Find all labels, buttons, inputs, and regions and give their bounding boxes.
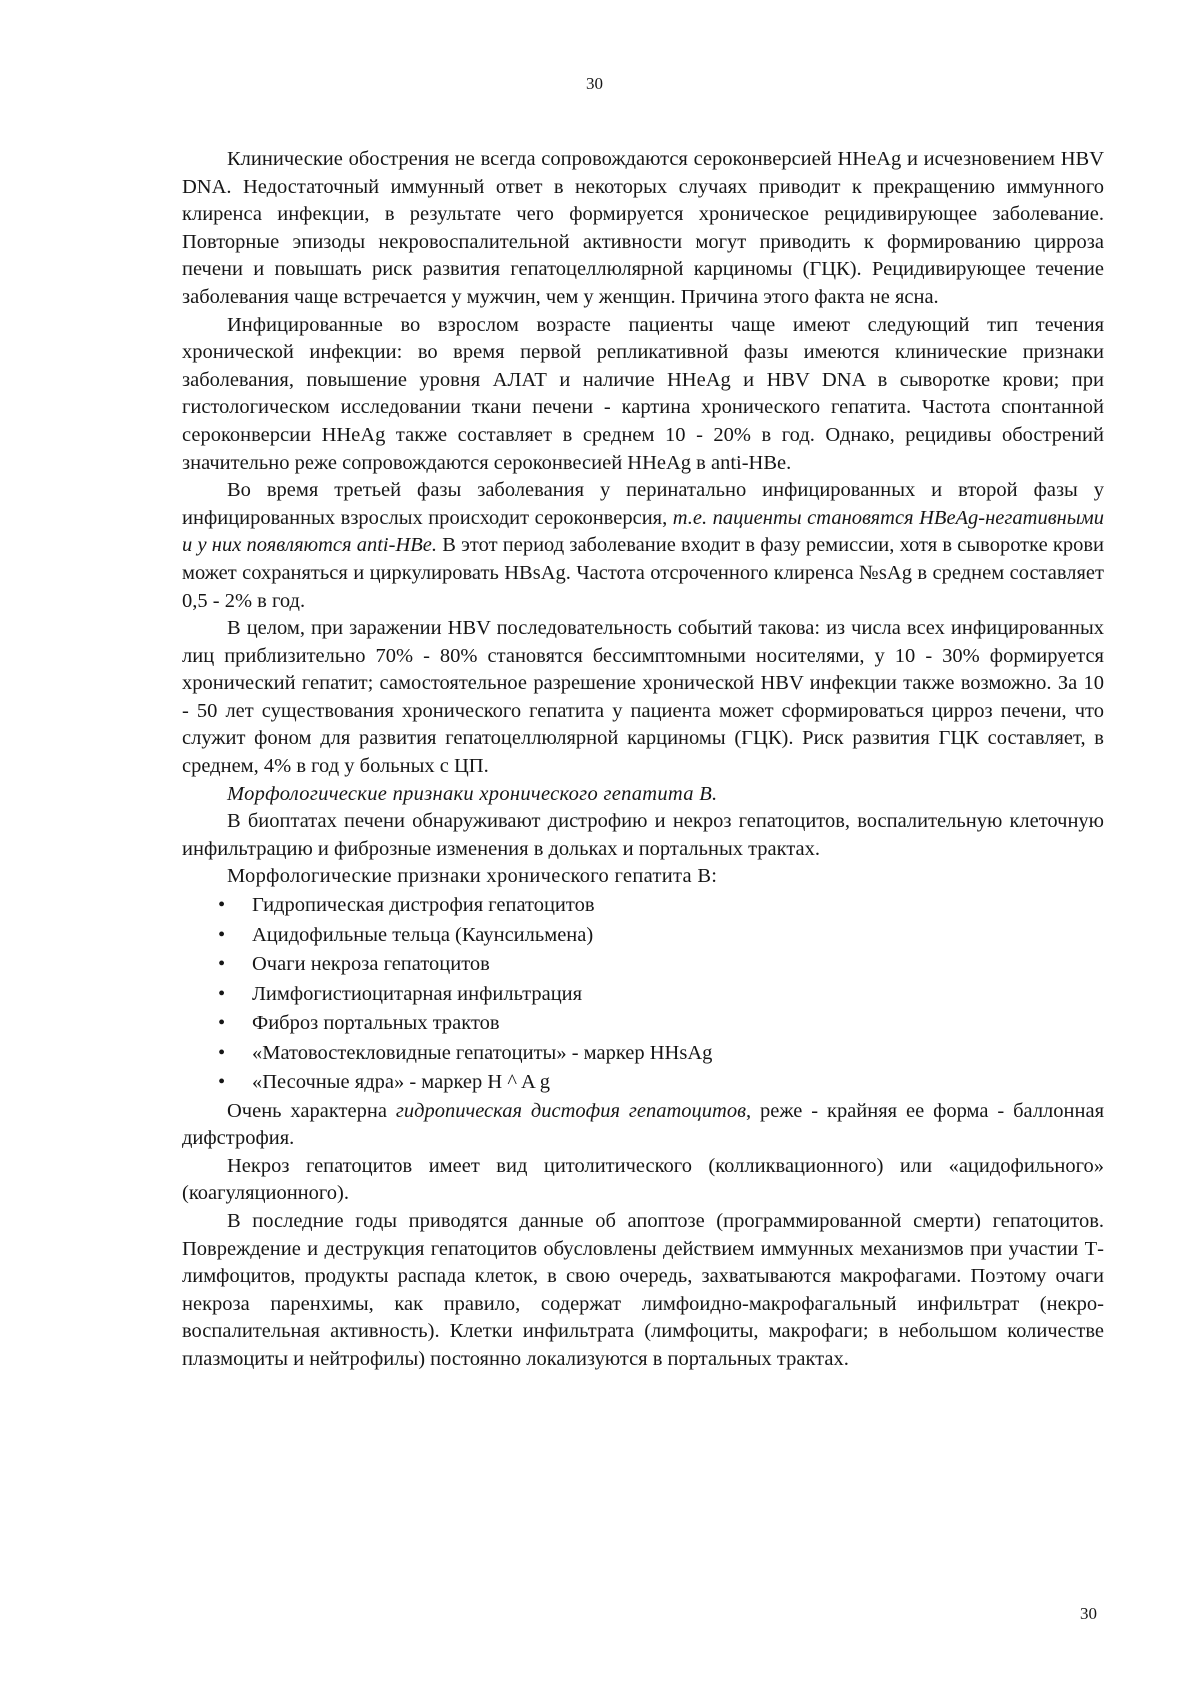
- list-item: [182, 980, 1104, 1010]
- list-item: [182, 921, 1104, 951]
- morphology-list: [182, 891, 1104, 1098]
- bullet-icon: •: [218, 1012, 226, 1035]
- text-span: В этот период заболевание входит в фазу ремиссии, хотя в сыворотке крови может сохраняться и циркулировать HBsAg. Частота отсроченного клиренса №sAg в среднем составляет 0,5 - 2% в год.: [182, 534, 1105, 612]
- text-span: Во время третьей фазы заболевания у перинатально инфицированных и второй фазы у инфицированных взрослых происходит сероконверсия,: [182, 479, 1104, 529]
- list-item: [182, 891, 1104, 921]
- paragraph-necrosis: Некроз гепатоцитов имеет вид цитолитического (колликвационного) или «ацидофильного» (коагуляционного).: [182, 1154, 1104, 1205]
- list-item: [182, 950, 1104, 980]
- list-item: [182, 1009, 1104, 1039]
- list-item-text: Очаги некроза гепатоцитов: [252, 953, 490, 976]
- paragraph-third-phase: [182, 477, 1104, 615]
- bullet-icon: •: [218, 953, 226, 976]
- list-item: [182, 1068, 1104, 1098]
- list-item-text: «Матовостекловидные гепатоциты» - маркер HHsAg: [252, 1041, 713, 1064]
- list-item-text: Гидропическая дистрофия гепатоцитов: [252, 894, 595, 917]
- paragraph-hydropic-dystrophy: [182, 1098, 1104, 1153]
- text-span: , реже - крайняя ее форма - баллонная дифстрофия.: [182, 1099, 1104, 1150]
- list-heading-morphology: Морфологические признаки хронического гепатита В:: [227, 865, 718, 888]
- italic-text-span: т.е. пациенты становятся HBeAg-негативными и у них появляются anti-HBe.: [182, 506, 1104, 557]
- page-number-top: 30: [586, 74, 603, 93]
- list-item-text: Ацидофильные тельца (Каунсильмена): [252, 923, 594, 946]
- section-heading-morphology: Морфологические признаки хронического гепатита В.: [227, 782, 718, 805]
- paragraph-biopsy: В биоптатах печени обнаруживают дистрофию и некроз гепатоцитов, воспалительную клеточную инфильтрацию и фиброзные изменения в дольках и портальных трактах.: [182, 810, 1104, 860]
- paragraph-adult-infection-course: Инфицированные во взрослом возрасте пациенты чаще имеют следующий тип течения хронической инфекции: во время первой репликативной фазы имеются клинические признаки заболевания, повышение уровня АЛАТ и наличие HHeAg и HBV DNA в сыворотке крови; при гистологическом исследовании ткани печени - картина хронического гепатита. Частота спонтанной сероконверсии HHeAg также составляет в среднем 10 - 20% в год. Однако, рецидивы обострений значительно реже сопровождаются сероконвесией HHeAg в anti-HBe.: [182, 313, 1104, 474]
- italic-text-span: гидропическая дистофия гепатоцитов: [395, 1099, 747, 1122]
- bullet-icon: •: [218, 923, 226, 946]
- text-span: Очень характерна: [227, 1099, 396, 1122]
- document-body: [182, 146, 1104, 1373]
- bullet-icon: •: [218, 982, 226, 1005]
- list-item-text: Фиброз портальных трактов: [252, 1012, 500, 1035]
- bullet-icon: •: [218, 1071, 226, 1094]
- bullet-icon: •: [218, 1041, 226, 1064]
- paragraph-hbv-sequence: В целом, при заражении HBV последовательность событий такова: из числа всех инфицированных лиц приблизительно 70% - 80% становятся бессимптомными носителями, у 10 - 30% формируется хронический гепатит; самостоятельное разрешение хронической HBV инфекции также возможно. За 10 - 50 лет существования хронического гепатита у пациента может сформироваться цирроз печени, что служит фоном для развития гепатоцеллюлярной карциномы (ГЦК). Риск развития ГЦК составляет, в среднем, 4% в год у больных с ЦП.: [182, 617, 1104, 778]
- list-item: [182, 1039, 1104, 1069]
- bullet-icon: •: [218, 894, 226, 917]
- paragraph-apoptosis: В последние годы приводятся данные об апоптозе (программированной смерти) гепатоцитов. Повреждение и деструкция гепатоцитов обусловлены действием иммунных механизмов при участии Т-лимфоцитов, продукты распада клеток, в свою очередь, захватываются макрофагами. Поэтому очаги некроза паренхимы, как правило, содержат лимфоидно-макрофагальный инфильтрат (некро-воспалительная активность). Клетки инфильтрата (лимфоциты, макрофаги; в небольшом количестве плазмоциты и нейтрофилы) постоянно локализуются в портальных трактах.: [182, 1209, 1104, 1370]
- list-item-text: Лимфогистиоцитарная инфильтрация: [252, 982, 583, 1005]
- page-number-bottom: 30: [1080, 1604, 1097, 1623]
- list-item-text: «Песочные ядра» - маркер H ^ A g: [252, 1071, 550, 1094]
- paragraph-clinical-exacerbations: Клинические обострения не всегда сопровождаются сероконверсией HHeAg и исчезновением HBV DNA. Недостаточный иммунный ответ в некоторых случаях приводит к прекращению иммунного клиренса инфекции, в результате чего формируется хроническое рецидивирующее заболевание. Повторные эпизоды некровоспалительной активности могут приводить к формированию цирроза печени и повышать риск развития гепатоцеллюлярной карциномы (ГЦК). Рецидивирующее течение заболевания чаще встречается у мужчин, чем у женщин. Причина этого факта не ясна.: [182, 148, 1104, 308]
